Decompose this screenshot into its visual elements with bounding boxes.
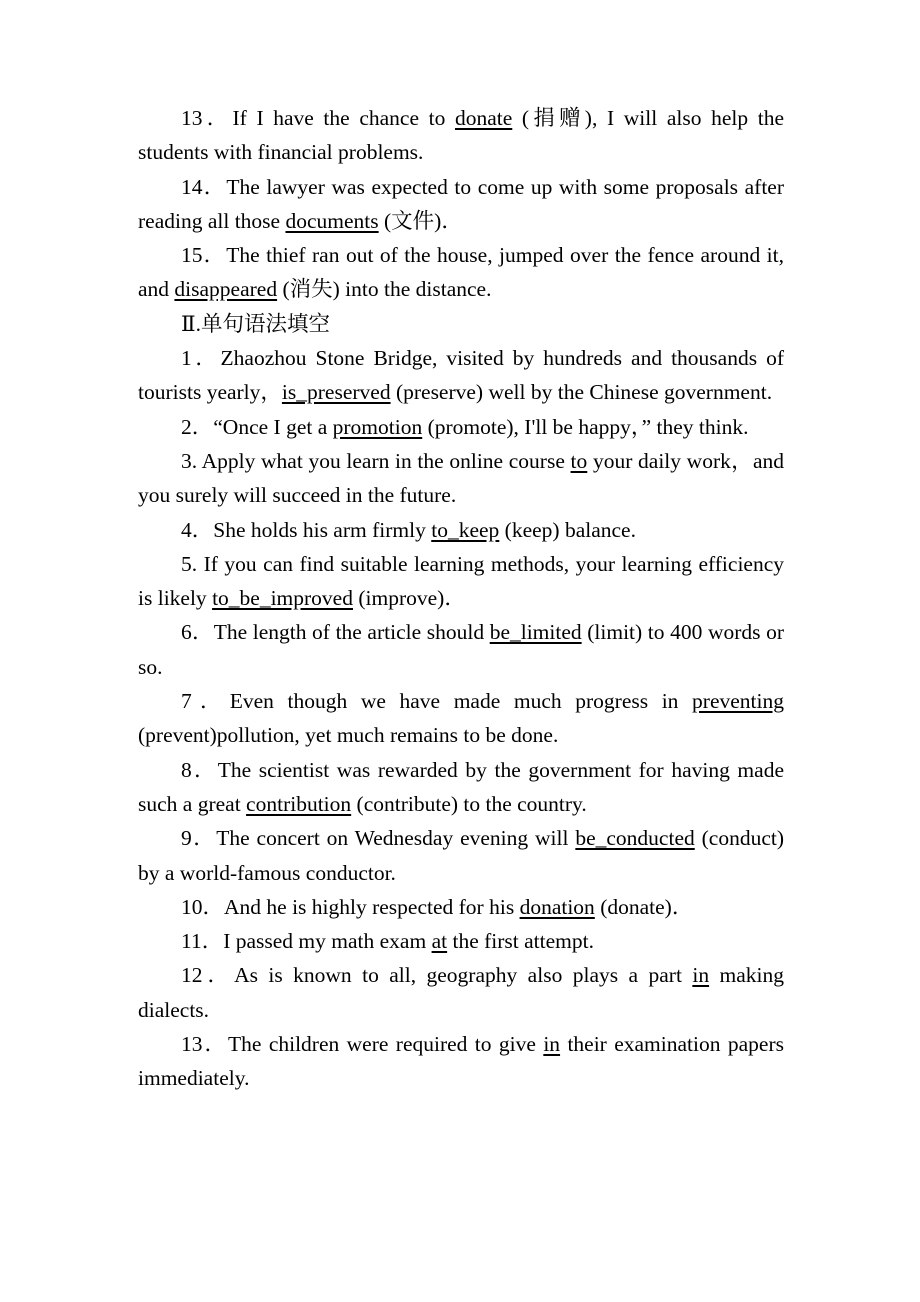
item-text: 1．Zhaozhou Stone Bridge, visited by hundreds and thousands of tourists yearly， xyxy=(138,346,784,405)
item-text: (limit) to 400 words or so. xyxy=(138,620,785,679)
item-text: (contribute) to the country. xyxy=(351,791,587,816)
blank-answer: promotion xyxy=(332,414,423,439)
exercise-item-sec2-9 xyxy=(138,821,784,890)
exercise-item-sec1-15 xyxy=(138,238,784,307)
item-text: 10．And he is highly respected for his xyxy=(181,894,520,919)
item-text: the first attempt. xyxy=(447,929,594,954)
blank-answer: at xyxy=(431,929,448,954)
blank-answer: to_be_improved xyxy=(212,586,353,611)
blank-answer: be_conducted xyxy=(575,826,695,851)
blank-answer: in xyxy=(692,963,710,988)
blank-answer: documents xyxy=(285,208,379,233)
item-text: making dialects. xyxy=(138,963,784,1022)
exercise-item-sec2-13 xyxy=(138,1027,784,1096)
blank-answer: donate xyxy=(454,106,513,130)
item-text: (prevent)pollution, yet much remains to be done. xyxy=(138,723,559,748)
exercise-item-sec2-10 xyxy=(138,890,784,924)
exercise-item-sec2-3 xyxy=(138,444,784,513)
blank-answer: is_preserved xyxy=(281,380,391,405)
exercise-item-sec2-11 xyxy=(138,924,784,958)
item-text: 5. If you can find suitable learning methods, your learning efficiency is likely xyxy=(138,551,784,611)
item-text: (conduct) by a world-famous conductor. xyxy=(138,826,784,885)
item-text: 15．The thief ran out of the house, jumped over the fence around it, and xyxy=(138,243,784,302)
exercise-item-sec2-6 xyxy=(138,615,784,684)
exercise-item-sec2-2 xyxy=(138,410,784,444)
item-text: (文件)． xyxy=(378,208,463,233)
blank-answer: donation xyxy=(519,894,595,919)
item-text: (keep) balance. xyxy=(499,517,636,542)
item-text: (消失) into the distance. xyxy=(277,277,492,302)
item-text: 9．The concert on Wednesday evening will xyxy=(181,826,576,851)
item-text: (preserve) well by the Chinese government. xyxy=(390,380,773,405)
item-text: 2．“Once I get a xyxy=(181,414,333,439)
exercise-item-sec1-14 xyxy=(138,170,784,239)
blank-answer: disappeared xyxy=(174,277,278,302)
item-text: 6．The length of the article should xyxy=(181,620,490,645)
item-text: 3. Apply what you learn in the online course xyxy=(181,448,571,473)
item-text: 13．If I have the chance to xyxy=(181,106,455,130)
item-text: 4．She holds his arm firmly xyxy=(181,517,432,542)
item-text: 11．I passed my math exam xyxy=(181,929,432,954)
exercise-item-sec1-13 xyxy=(138,101,784,170)
exercise-item-sec2-12 xyxy=(138,958,784,1027)
item-text: 14．The lawyer was expected to come up with some proposals after reading all those xyxy=(138,174,784,233)
blank-answer: to xyxy=(570,448,588,473)
blank-answer: to_keep xyxy=(431,517,500,542)
exercise-item-sec2-1 xyxy=(138,341,784,410)
item-text: 13．The children were required to give xyxy=(181,1032,544,1057)
exercise-item-sec2-7 xyxy=(138,684,784,753)
item-text: 12．As is known to all, geography also plays a part xyxy=(181,963,693,988)
exercise-item-sec2-5 xyxy=(138,547,784,616)
blank-answer: be_limited xyxy=(489,620,582,645)
item-text: (promote), I'll be happy，” they think. xyxy=(422,414,749,439)
item-text: (捐赠), I will also help the students with financial problems. xyxy=(138,106,784,165)
section-heading xyxy=(138,307,784,341)
item-text: (donate)． xyxy=(594,894,694,919)
section-heading-text: Ⅱ.单句语法填空 xyxy=(181,311,330,336)
item-text: your daily work，and you surely will succeed in the future. xyxy=(138,448,784,508)
exercise-item-sec2-4 xyxy=(138,513,784,547)
exercise-item-sec2-8 xyxy=(138,753,784,822)
blank-answer: preventing xyxy=(692,689,784,714)
item-text: (improve)． xyxy=(352,586,466,611)
item-text: 7．Even though we have made much progress in xyxy=(181,689,693,714)
blank-answer: contribution xyxy=(246,791,352,816)
document-content xyxy=(138,101,784,1096)
item-text: 8．The scientist was rewarded by the government for having made such a great xyxy=(138,757,784,816)
blank-answer: in xyxy=(543,1032,561,1057)
item-text: their examination papers immediately. xyxy=(138,1032,784,1091)
